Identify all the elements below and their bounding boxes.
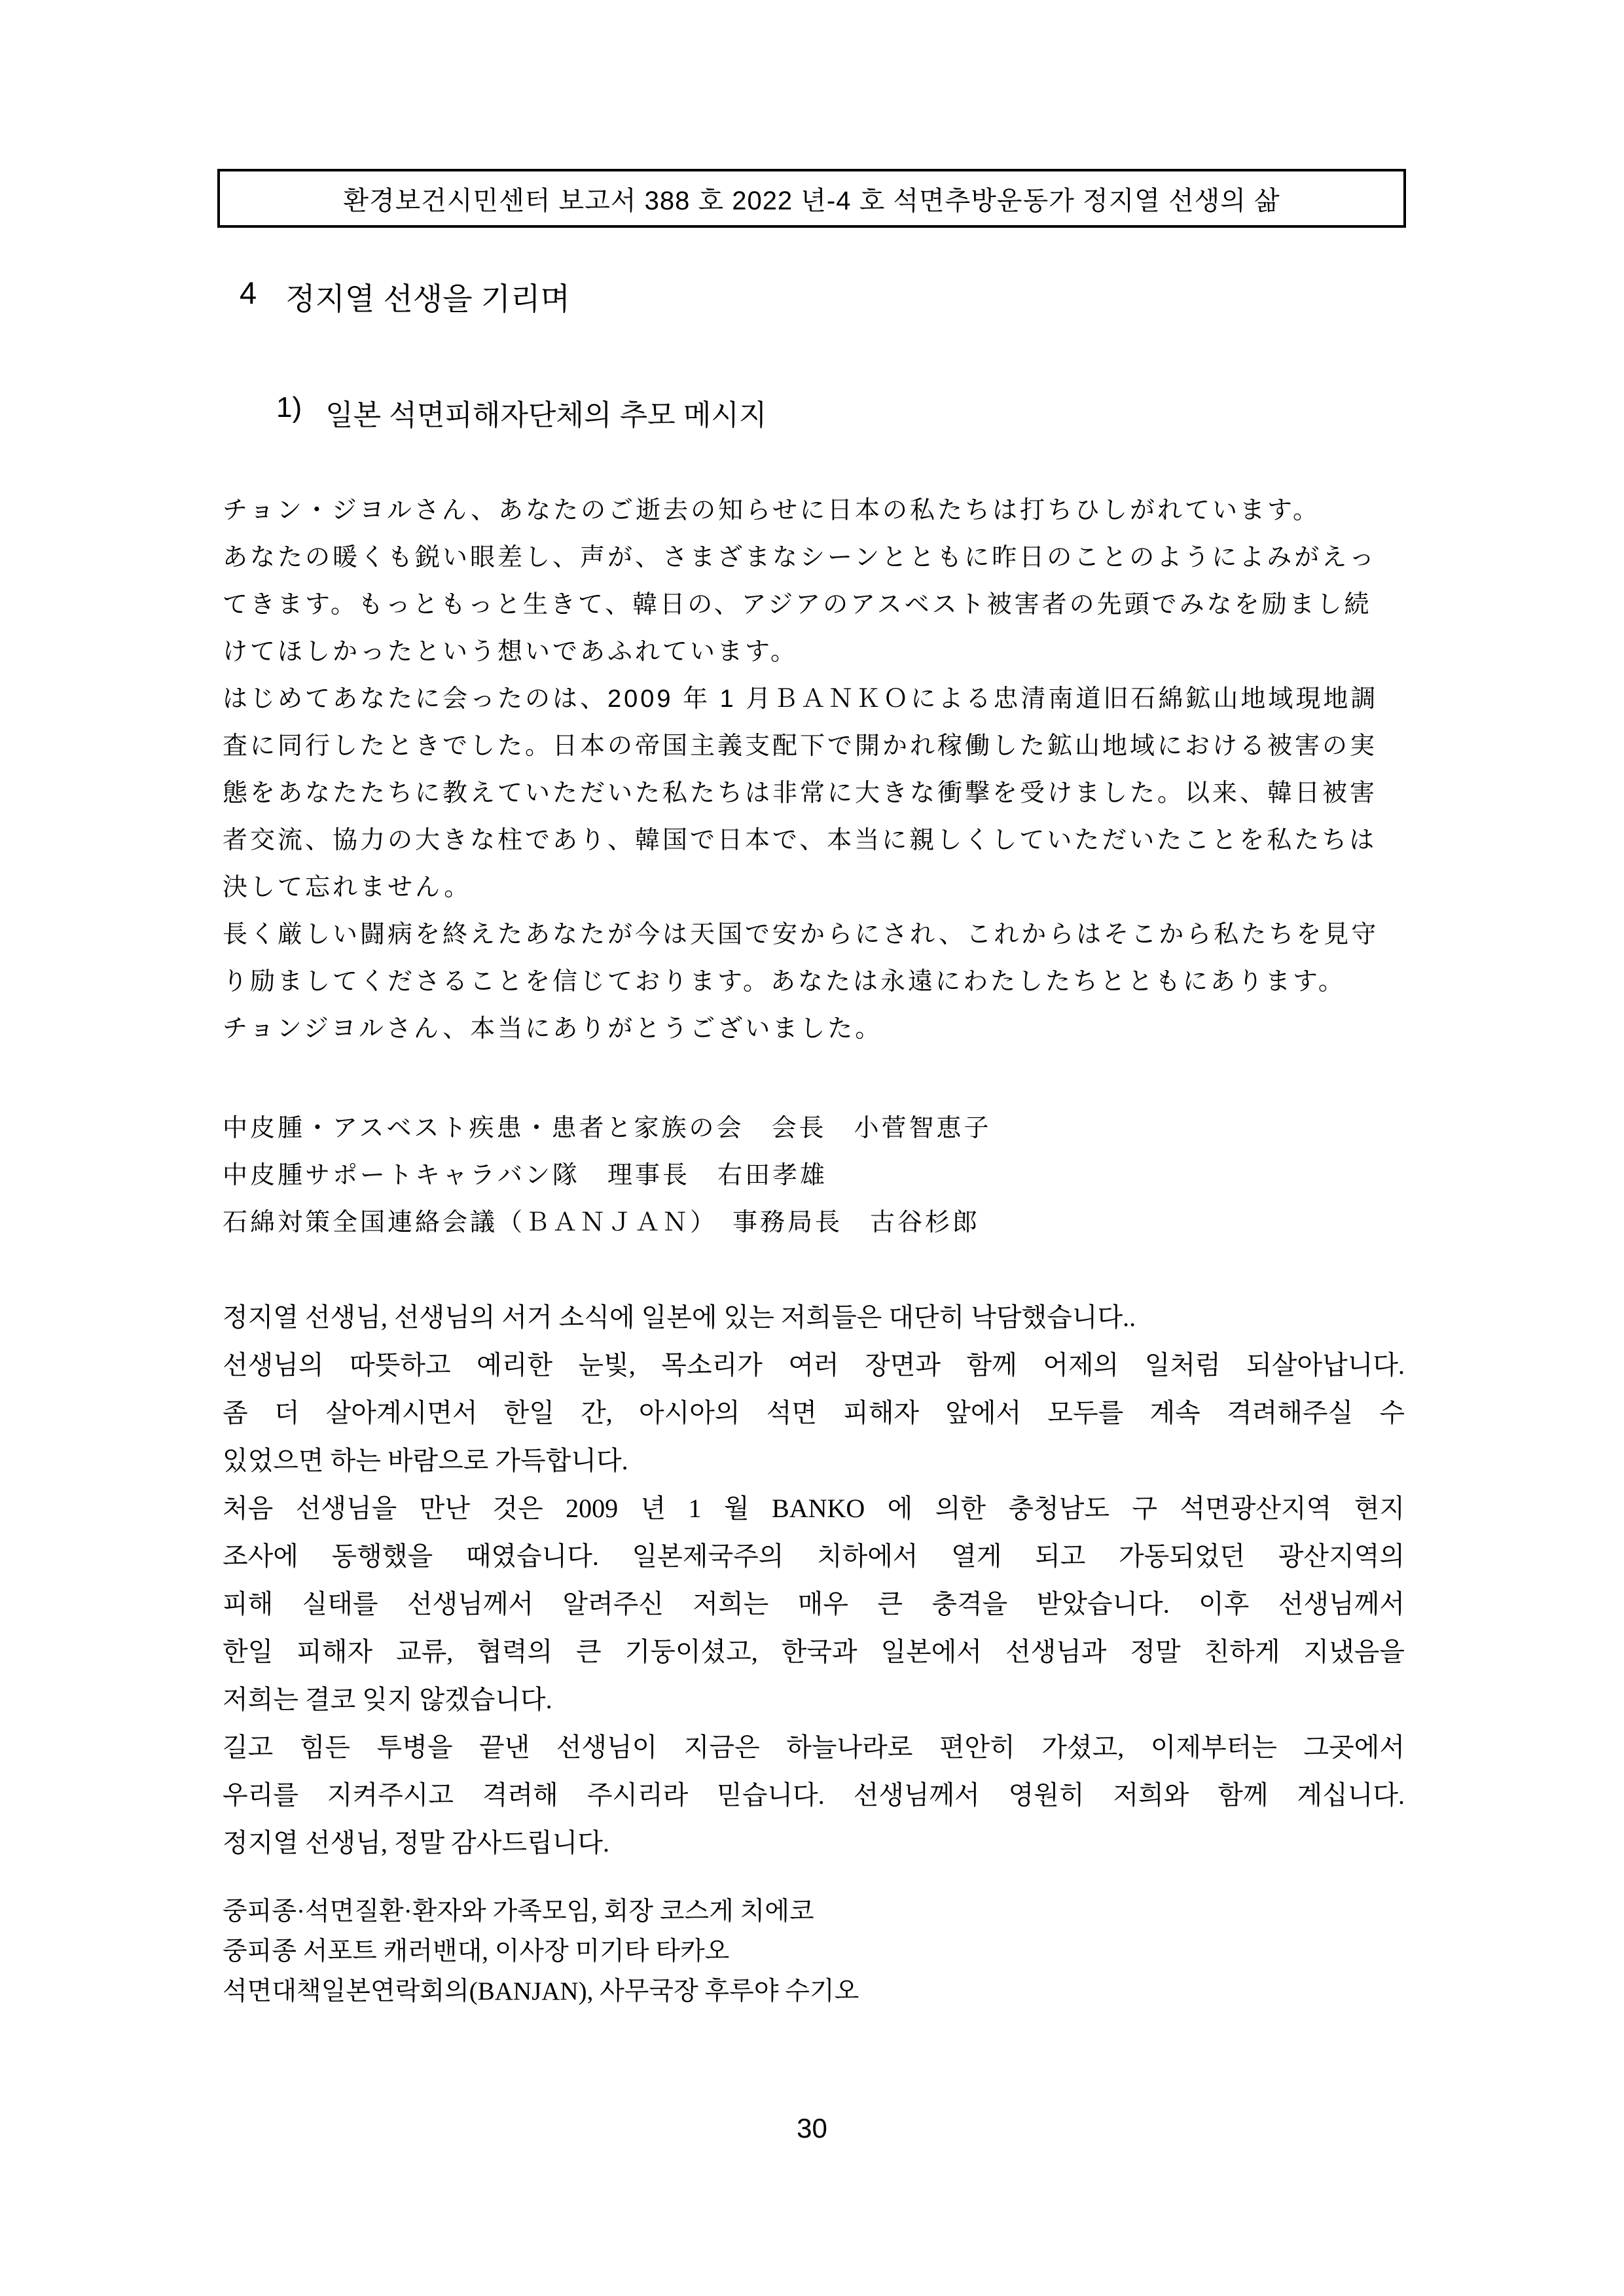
section-title: 정지열 선생을 기리며	[285, 281, 570, 316]
section-heading	[240, 275, 570, 319]
korean-letter-line: 선생님의 따뜻하고 예리한 눈빛, 목소리가 여러 장면과 함께 어제의 일처럼 되살아납니다.	[223, 1350, 1405, 1380]
report-header-title: 환경보건시민센터 보고서 388 호 2022 년-4 호 석면추방운동가 정지열 선생의 삶	[343, 186, 1280, 215]
japanese-letter-line: り励ましてくださることを信じております。あなたは永遠にわたしたちとともにあります。	[223, 968, 1346, 996]
korean-letter	[223, 1293, 1405, 1867]
section-number: 4	[240, 276, 257, 310]
korean-signatures	[223, 1892, 1405, 2011]
japanese-letter-line: 決して忘れません。	[223, 874, 472, 901]
report-header-box	[217, 169, 1406, 228]
korean-letter-line: 조사에 동행했을 때였습니다. 일본제국주의 치하에서 열게 되고 가동되었던 광산지역의	[223, 1541, 1405, 1571]
japanese-letter-line: あなたの暖くも鋭い眼差し、声が、さまざまなシーンとともに昨日のことのようによみがえっ	[223, 544, 1377, 571]
korean-letter-line: 길고 힘든 투병을 끝낸 선생님이 지금은 하늘나라로 편안히 가셨고, 이제부터는 그곳에서	[223, 1732, 1405, 1762]
japanese-letter-line: 査に同行したときでした。日本の帝国主義支配下で開かれ稼働した鉱山地域における被害の実	[223, 732, 1378, 760]
japanese-letter-line: 態をあなたたちに教えていただいた私たちは非常に大きな衝撃を受けました。以来、韓日被害	[223, 780, 1378, 807]
japanese-signature-line: 中皮腫・アスベスト疾患・患者と家族の会 会長 小菅智恵子	[223, 1115, 992, 1142]
japanese-signatures	[223, 1105, 1411, 1246]
page-number: 30	[797, 2113, 827, 2144]
korean-letter-line: 저희는 결코 잊지 않겠습니다.	[223, 1685, 552, 1714]
korean-letter-line: 정지열 선생님, 정말 감사드립니다.	[223, 1828, 609, 1857]
korean-letter-line: 좀 더 살아계시면서 한일 간, 아시아의 석면 피해자 앞에서 모두를 계속 격려해주실 수	[223, 1398, 1405, 1427]
korean-letter-line: 정지열 선생님, 선생님의 서거 소식에 일본에 있는 저희들은 대단히 낙담했습니다..	[223, 1302, 1136, 1332]
korean-signature-line: 석면대책일본연락회의(BANJAN), 사무국장 후루야 수기오	[223, 1977, 859, 2005]
korean-signature-line: 중피종·석면질환·환자와 가족모임, 회장 코스게 치에코	[223, 1897, 814, 1926]
japanese-letter-line: けてほしかったという想いであふれています。	[223, 638, 798, 666]
subsection-title: 일본 석면피해자단체의 추모 메시지	[325, 399, 767, 431]
korean-letter-line: 있었으면 하는 바람으로 가득합니다.	[223, 1446, 628, 1475]
subsection-number: 1)	[276, 391, 302, 423]
japanese-letter-line: チョンジヨルさん、本当にありがとうございました。	[223, 1015, 883, 1043]
korean-letter-line: 한일 피해자 교류, 협력의 큰 기둥이셨고, 한국과 일본에서 선생님과 정말 친하게 지냈음을	[223, 1637, 1405, 1666]
japanese-signature-line: 石綿対策全国連絡会議（ＢＡＮＪＡＮ） 事務局長 古谷杉郎	[223, 1209, 981, 1236]
subsection-heading	[276, 391, 767, 433]
japanese-letter-line: 者交流、協力の大きな柱であり、韓国で日本で、本当に親しくしていただいたことを私たちは	[223, 827, 1377, 854]
japanese-letter-line: チョン・ジヨルさん、あなたのご逝去の知らせに日本の私たちは打ちひしがれています。	[223, 497, 1320, 524]
korean-letter-line: 우리를 지켜주시고 격려해 주시리라 믿습니다. 선생님께서 영원히 저희와 함께 계십니다.	[223, 1780, 1405, 1810]
korean-signature-line: 중피종 서포트 캐러밴대, 이사장 미기타 타카오	[223, 1937, 730, 1965]
japanese-letter	[223, 487, 1411, 1052]
korean-letter-line: 피해 실태를 선생님께서 알려주신 저희는 매우 큰 충격을 받았습니다. 이후 선생님께서	[223, 1589, 1405, 1619]
japanese-letter-line: 長く厳しい闘病を終えたあなたが今は天国で安からにされ、これからはそこから私たちを見守	[223, 921, 1379, 948]
korean-letter-line: 처음 선생님을 만난 것은 2009 년 1 월 BANKO 에 의한 충청남도 구 석면광산지역 현지	[223, 1494, 1405, 1523]
japanese-letter-line: てきます。もっともっと生きて、韓日の、アジアのアスベスト被害者の先頭でみなを励まし続	[223, 591, 1372, 619]
japanese-signature-line: 中皮腫サポートキャラバン隊 理事長 右田孝雄	[223, 1162, 828, 1189]
japanese-letter-line: はじめてあなたに会ったのは、2009 年 1 月ＢＡＮＫＯによる忠清南道旧石綿鉱山地域現地調	[223, 685, 1379, 713]
